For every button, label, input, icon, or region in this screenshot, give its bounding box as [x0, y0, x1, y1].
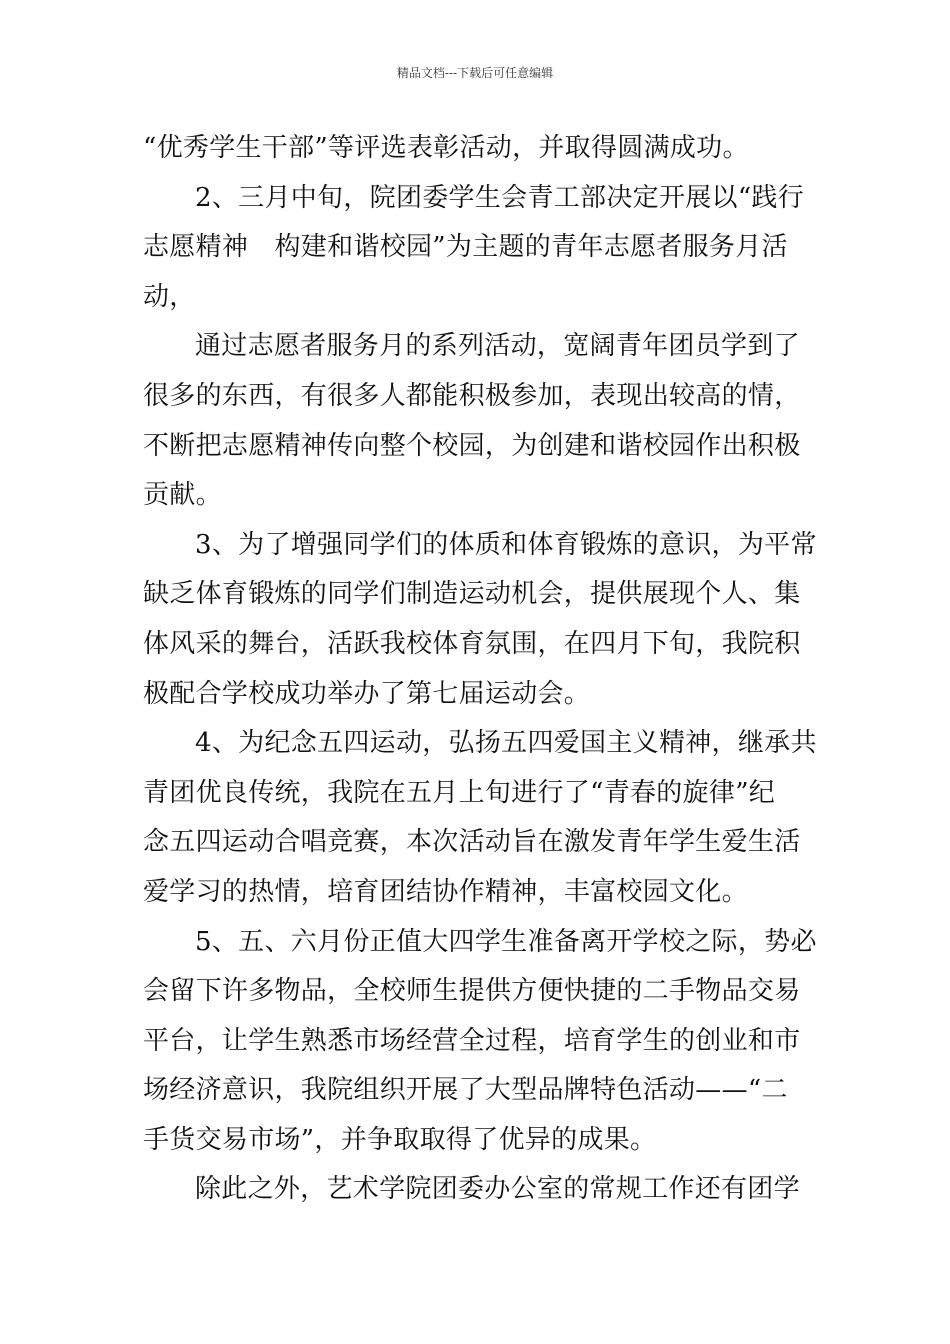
text-line: 会留下许多物品，全校师生提供方便快捷的二手物品交易: [143, 976, 801, 1007]
text-line: 缺乏体育锻炼的同学们制造运动机会，提供展现个人、集: [143, 579, 801, 610]
text-line: 平台，让学生熟悉市场经营全过程，培育学生的创业和市: [143, 1025, 801, 1056]
text-line: 很多的东西，有很多人都能积极参加，表现出较高的情，: [143, 380, 801, 411]
text-line: 3、为了增强同学们的体质和体育锻炼的意识，为平常: [195, 529, 817, 560]
text-line: 念五四运动合唱竞赛，本次活动旨在激发青年学生爱生活: [143, 827, 801, 858]
text-line: 通过志愿者服务月的系列活动，宽阔青年团员学到了: [195, 331, 800, 362]
text-line: 2、三月中旬，院团委学生会青工部决定开展以“践行: [195, 182, 805, 213]
text-line: 青团优良传统，我院在五月上旬进行了“青春的旋律”纪: [143, 777, 776, 808]
text-line: 不断把志愿精神传向整个校园，为创建和谐校园作出积极: [143, 430, 801, 461]
text-line: 爱学习的热情，培育团结协作精神，丰富校园文化。: [143, 876, 748, 907]
text-line: 贡献。: [143, 480, 222, 511]
text-line: 志愿精神 构建和谐校园”为主题的青年志愿者服务月活: [143, 232, 788, 263]
text-line: 极配合学校成功举办了第七届运动会。: [143, 678, 591, 709]
text-line: “优秀学生干部”等评选表彰活动，并取得圆满成功。: [143, 133, 749, 163]
page-header: 精品文档---下载后可任意编辑: [396, 66, 554, 80]
text-line: 除此之外，艺术学院团委办公室的常规工作还有团学: [195, 1174, 800, 1205]
text-line: 5、五、六月份正值大四学生准备离开学校之际，势必: [195, 926, 817, 957]
body-text: [143, 124, 817, 1215]
text-line: 动，: [143, 281, 196, 312]
text-line: 场经济意识，我院组织开展了大型品牌特色活动——“二: [143, 1075, 788, 1106]
text-line: 手货交易市场”，并争取取得了优异的成果。: [143, 1124, 657, 1155]
text-line: 4、为纪念五四运动，弘扬五四爱国主义精神，继承共: [195, 728, 817, 759]
text-line: 体风采的舞台，活跃我校体育氛围，在四月下旬，我院积: [143, 628, 801, 659]
